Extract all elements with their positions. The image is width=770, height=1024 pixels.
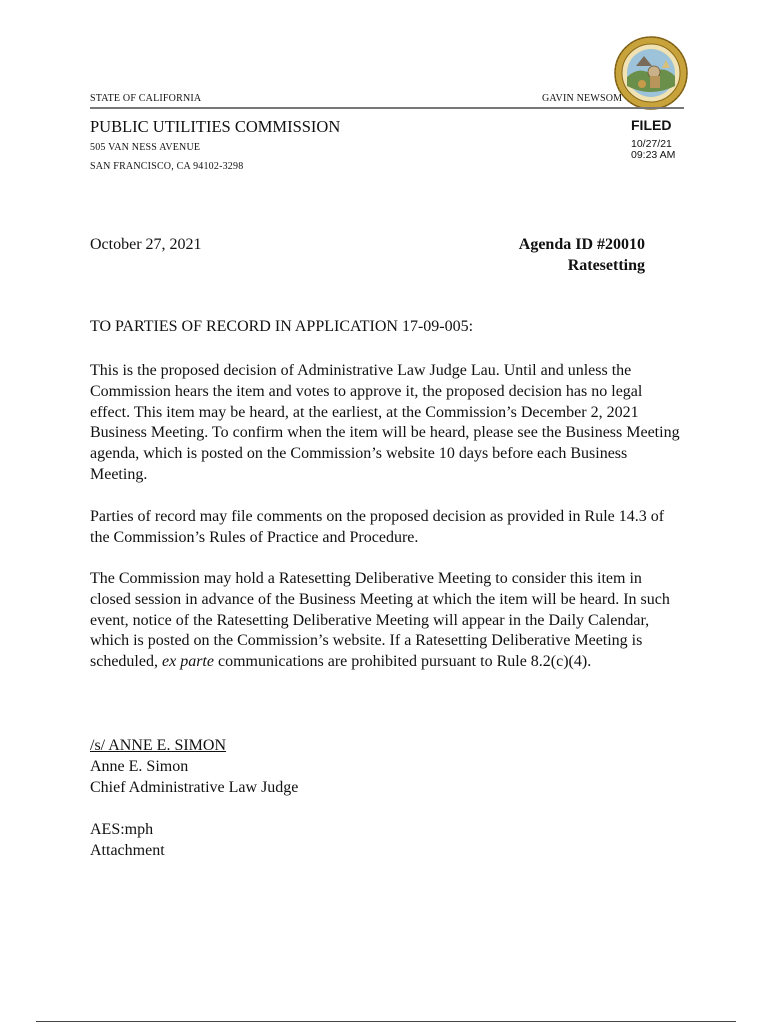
salutation: TO PARTIES OF RECORD IN APPLICATION 17-09-005: (90, 318, 474, 335)
signer-name: Anne E. Simon (90, 758, 189, 775)
paragraph-3-part-2: communications are prohibited pursuant to Rule 8.2(c)(4). (213, 653, 592, 671)
state-label: STATE OF CALIFORNIA (90, 93, 202, 104)
letterhead-divider (90, 107, 684, 109)
paragraph-deliberative-meeting (90, 569, 680, 673)
filed-stamp-label: FILED (631, 117, 672, 133)
filed-stamp-time: 09:23 AM (631, 149, 676, 161)
ex-parte-term: ex parte (161, 653, 214, 671)
agency-name: PUBLIC UTILITIES COMMISSION (90, 117, 341, 136)
address-line-2: SAN FRANCISCO, CA 94102-3298 (90, 161, 244, 172)
paragraph-1-text: This is the proposed decision of Administrative Law Judge Lau. Until and unless the Commission hears the item and votes to approve it, the proposed decision has no legal effect. This item may be heard, at the earliest, at the Commission’s December 2, 2021 Business Meeting. To confirm when the item will be heard, please see the Business Meeting agenda, which is posted on the Commission’s website 10 days before each Business Meeting. (90, 362, 680, 483)
electronic-signature: /s/ ANNE E. SIMON (90, 737, 227, 754)
reference-initials: AES:mph (90, 821, 154, 838)
filed-stamp-date: 10/27/21 (631, 138, 672, 150)
paragraph-proposed-decision (90, 361, 680, 486)
proceeding-category: Ratesetting (567, 257, 645, 274)
paragraph-3-text (90, 569, 680, 673)
paragraph-2-text: Parties of record may file comments on the proposed decision as provided in Rule 14.3 of the Commission’s Rules of Practice and Procedure. (90, 508, 665, 546)
letter-date: October 27, 2021 (90, 236, 202, 253)
address-line-1: 505 VAN NESS AVENUE (90, 142, 201, 153)
signer-title: Chief Administrative Law Judge (90, 779, 299, 796)
enclosure-note: Attachment (90, 842, 165, 859)
paragraph-comments (90, 507, 680, 549)
agenda-id: Agenda ID #20010 (518, 236, 645, 253)
governor-label: GAVIN NEWSOM (542, 93, 623, 104)
page-bottom-divider (36, 1021, 736, 1022)
california-seal-icon (614, 36, 688, 110)
paragraph-3-part-1: The Commission may hold a Ratesetting Deliberative Meeting to consider this item in closed session in advance of the Business Meeting at which the item will be heard. In such event, notice of the Ratesetting Deliberative Meeting will appear in the Daily Calendar, which is posted on the Commission’s website. If a Ratesetting Deliberative Meeting is scheduled, (90, 570, 670, 671)
